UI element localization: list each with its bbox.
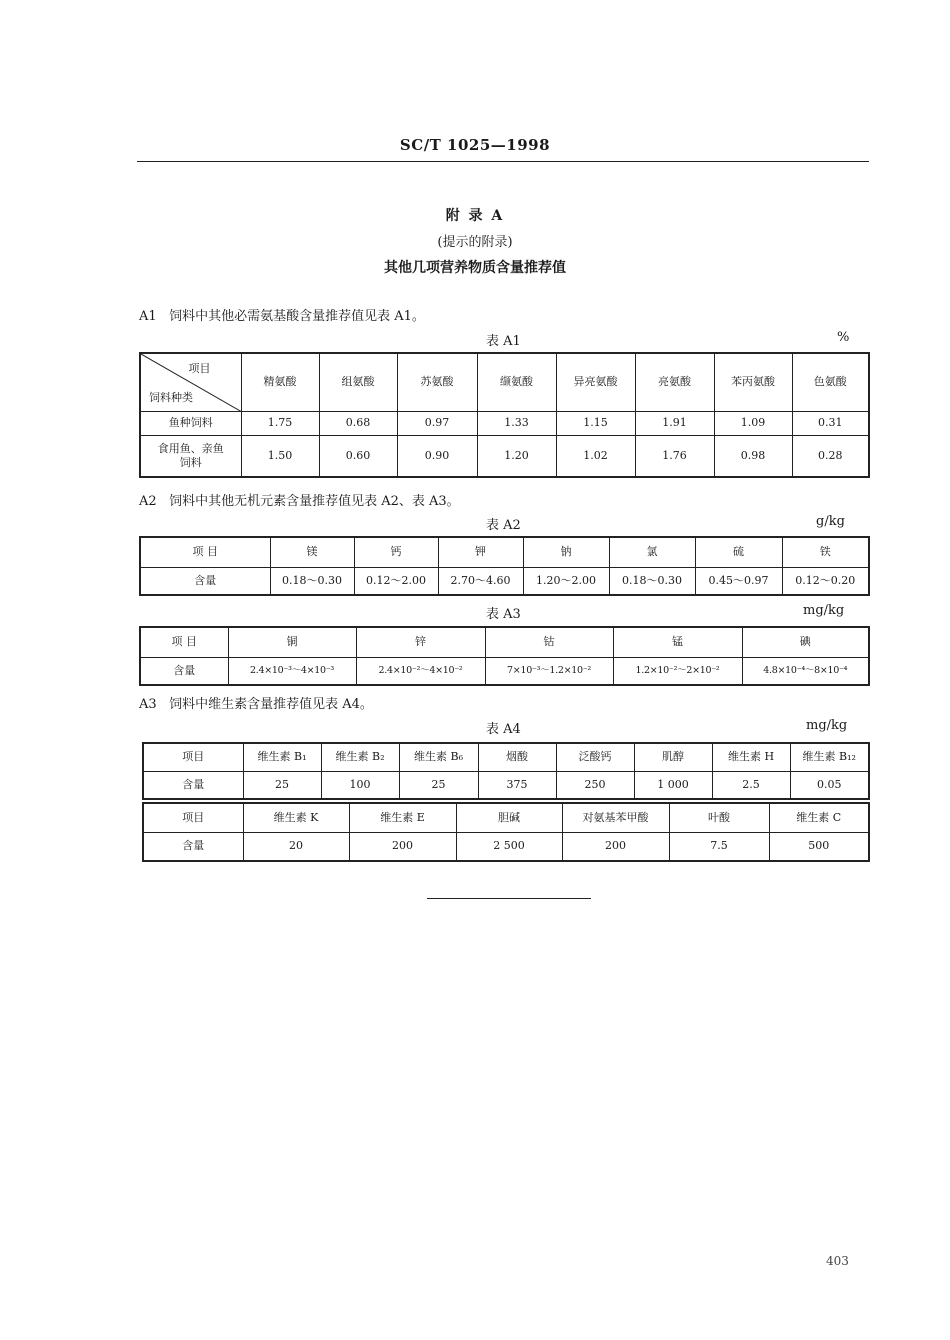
table-a4-header-row bbox=[143, 743, 869, 771]
section-a3-text: 饲料中维生素含量推荐值见表 A4。 bbox=[169, 697, 373, 712]
column-header: 硫 bbox=[695, 537, 782, 567]
table-cell: 0.90 bbox=[397, 435, 477, 477]
table-a4-header-row bbox=[143, 803, 869, 832]
column-header: 铜 bbox=[228, 627, 356, 657]
table-a3-caption: 表 A3 bbox=[486, 607, 521, 622]
table-cell: 2.5 bbox=[712, 771, 790, 799]
column-header: 氯 bbox=[609, 537, 695, 567]
table-a3-unit: mg/kg bbox=[803, 603, 845, 618]
column-header: 碘 bbox=[742, 627, 869, 657]
column-header: 钴 bbox=[485, 627, 613, 657]
column-header: 锰 bbox=[613, 627, 742, 657]
section-a1-paragraph bbox=[139, 305, 425, 324]
standard-code: SC/T 1025—1998 bbox=[399, 136, 551, 154]
column-header: 维生素 B₁₂ bbox=[790, 743, 869, 771]
table-cell: 0.68 bbox=[319, 411, 397, 435]
column-header: 维生素 E bbox=[349, 803, 456, 832]
column-header: 维生素 B₁ bbox=[243, 743, 321, 771]
table-cell: 200 bbox=[562, 832, 669, 861]
section-a3-paragraph bbox=[139, 693, 373, 712]
table-a4-part2 bbox=[142, 802, 870, 862]
table-cell: 0.45～0.97 bbox=[695, 567, 782, 595]
appendix-title: 附 录 A bbox=[445, 208, 505, 224]
table-cell: 25 bbox=[399, 771, 478, 799]
column-header: 对氨基苯甲酸 bbox=[562, 803, 669, 832]
corner-top-label: 项目 bbox=[188, 362, 211, 375]
table-cell: 2.4×10⁻³～4×10⁻³ bbox=[228, 657, 356, 685]
table-cell: 250 bbox=[556, 771, 634, 799]
column-header: 维生素 B₂ bbox=[321, 743, 399, 771]
table-cell: 0.18～0.30 bbox=[270, 567, 354, 595]
row-label: 含量 bbox=[140, 567, 270, 595]
column-header: 锌 bbox=[356, 627, 485, 657]
table-a3-header-row bbox=[140, 627, 869, 657]
table-cell: 1.15 bbox=[556, 411, 635, 435]
column-header: 烟酸 bbox=[478, 743, 556, 771]
table-cell: 375 bbox=[478, 771, 556, 799]
row-label: 食用鱼、亲鱼饲料 bbox=[140, 435, 241, 477]
table-cell: 0.12～0.20 bbox=[782, 567, 869, 595]
column-header: 亮氨酸 bbox=[635, 353, 714, 411]
table-cell: 4.8×10⁻⁴～8×10⁻⁴ bbox=[742, 657, 869, 685]
column-header: 叶酸 bbox=[669, 803, 769, 832]
column-header: 钾 bbox=[438, 537, 523, 567]
table-row bbox=[140, 657, 869, 685]
table-cell: 1.2×10⁻²～2×10⁻² bbox=[613, 657, 742, 685]
section-a2-paragraph bbox=[139, 490, 460, 509]
table-cell: 1.50 bbox=[241, 435, 319, 477]
column-header: 铁 bbox=[782, 537, 869, 567]
table-cell: 0.97 bbox=[397, 411, 477, 435]
table-a2-header-row bbox=[140, 537, 869, 567]
table-a1-caption: 表 A1 bbox=[486, 334, 521, 349]
column-header: 组氨酸 bbox=[319, 353, 397, 411]
table-cell: 1.02 bbox=[556, 435, 635, 477]
column-header: 肌醇 bbox=[634, 743, 712, 771]
table-a4-unit: mg/kg bbox=[806, 718, 848, 733]
column-header: 苏氨酸 bbox=[397, 353, 477, 411]
table-cell: 1.76 bbox=[635, 435, 714, 477]
column-header: 苯丙氨酸 bbox=[714, 353, 792, 411]
table-cell: 2.4×10⁻²～4×10⁻² bbox=[356, 657, 485, 685]
table-cell: 0.12～2.00 bbox=[354, 567, 438, 595]
table-a3 bbox=[139, 626, 870, 686]
table-cell: 2 500 bbox=[456, 832, 562, 861]
table-a2-caption: 表 A2 bbox=[486, 518, 521, 533]
table-cell: 25 bbox=[243, 771, 321, 799]
table-cell: 500 bbox=[769, 832, 869, 861]
table-cell: 20 bbox=[243, 832, 349, 861]
column-header: 维生素 H bbox=[712, 743, 790, 771]
row-label: 含量 bbox=[143, 771, 243, 799]
column-header: 胆碱 bbox=[456, 803, 562, 832]
column-header: 维生素 C bbox=[769, 803, 869, 832]
table-cell: 0.05 bbox=[790, 771, 869, 799]
header-label: 项目 bbox=[143, 803, 243, 832]
section-a1-text: 饲料中其他必需氨基酸含量推荐值见表 A1。 bbox=[169, 309, 425, 324]
table-a2 bbox=[139, 536, 870, 596]
table-a2-unit: g/kg bbox=[816, 514, 845, 529]
column-header: 精氨酸 bbox=[241, 353, 319, 411]
section-a1-label: A1 bbox=[139, 309, 157, 324]
column-header: 镁 bbox=[270, 537, 354, 567]
table-row bbox=[140, 435, 869, 477]
header-label: 项 目 bbox=[140, 627, 228, 657]
column-header: 维生素 B₆ bbox=[399, 743, 478, 771]
table-row bbox=[143, 771, 869, 799]
corner-bottom-label: 饲料种类 bbox=[149, 390, 193, 404]
column-header: 缬氨酸 bbox=[477, 353, 556, 411]
table-cell: 2.70～4.60 bbox=[438, 567, 523, 595]
table-cell: 1.20 bbox=[477, 435, 556, 477]
table-cell: 200 bbox=[349, 832, 456, 861]
table-a4-caption: 表 A4 bbox=[486, 722, 521, 737]
column-header: 钠 bbox=[523, 537, 609, 567]
section-a2-text: 饲料中其他无机元素含量推荐值见表 A2、表 A3。 bbox=[169, 494, 460, 509]
table-cell: 0.18～0.30 bbox=[609, 567, 695, 595]
section-a2-label: A2 bbox=[139, 494, 157, 509]
table-a1 bbox=[139, 352, 870, 478]
table-cell: 0.28 bbox=[792, 435, 869, 477]
table-cell: 1 000 bbox=[634, 771, 712, 799]
table-a1-unit: % bbox=[837, 330, 850, 345]
table-cell: 100 bbox=[321, 771, 399, 799]
table-cell: 1.20～2.00 bbox=[523, 567, 609, 595]
table-cell: 1.33 bbox=[477, 411, 556, 435]
table-cell: 7×10⁻³～1.2×10⁻² bbox=[485, 657, 613, 685]
column-header: 色氨酸 bbox=[792, 353, 869, 411]
header-rule bbox=[137, 161, 869, 162]
row-label: 含量 bbox=[140, 657, 228, 685]
table-a1-header-row bbox=[140, 353, 869, 411]
table-row bbox=[140, 411, 869, 435]
table-cell: 1.91 bbox=[635, 411, 714, 435]
column-header: 异亮氨酸 bbox=[556, 353, 635, 411]
page-number: 403 bbox=[826, 1254, 849, 1268]
section-a3-label: A3 bbox=[139, 697, 157, 712]
column-header: 泛酸钙 bbox=[556, 743, 634, 771]
table-cell: 0.98 bbox=[714, 435, 792, 477]
header-label: 项目 bbox=[143, 743, 243, 771]
table-cell: 1.75 bbox=[241, 411, 319, 435]
row-label: 鱼种饲料 bbox=[140, 411, 241, 435]
row-label: 含量 bbox=[143, 832, 243, 861]
table-row bbox=[140, 567, 869, 595]
table-a1-corner-cell bbox=[140, 353, 241, 411]
column-header: 维生素 K bbox=[243, 803, 349, 832]
header-label: 项 目 bbox=[140, 537, 270, 567]
table-cell: 0.60 bbox=[319, 435, 397, 477]
table-a4-part1 bbox=[142, 742, 870, 800]
table-cell: 1.09 bbox=[714, 411, 792, 435]
table-cell: 7.5 bbox=[669, 832, 769, 861]
appendix-subtitle: (提示的附录) bbox=[437, 235, 513, 250]
column-header: 钙 bbox=[354, 537, 438, 567]
table-row bbox=[143, 832, 869, 861]
appendix-heading: 其他几项营养物质含量推荐值 bbox=[384, 260, 566, 276]
end-rule bbox=[427, 898, 591, 899]
table-cell: 0.31 bbox=[792, 411, 869, 435]
